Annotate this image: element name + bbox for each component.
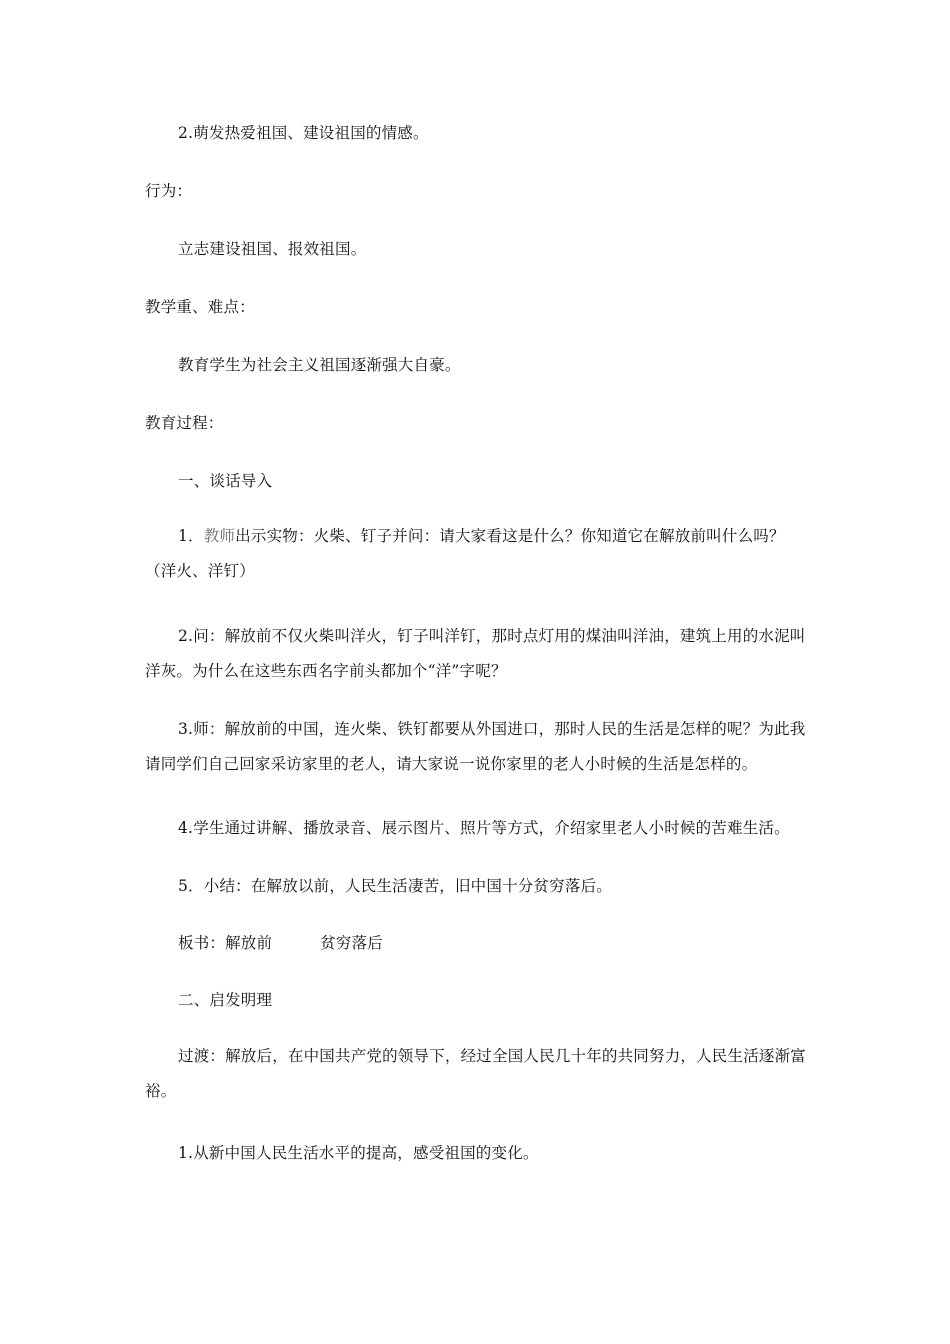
board-value: 贫穷落后 [320,934,384,952]
section-1-item-4: 4.学生通过讲解、播放录音、展示图片、照片等方式，介绍家里老人小时候的苦难生活。 [178,819,790,837]
heading-key-points: 教学重、难点： [145,298,255,316]
board-label: 板书：解放前 [178,934,273,952]
section-2-title: 二、启发明理 [178,991,273,1009]
section-1-item-1 [145,519,810,589]
section-1-item-3: 3.师：解放前的中国，连火柴、铁钉都要从外国进口，那时人民的生活是怎样的呢？为此我请同学们自己回家采访家里的老人，请大家说一说你家里的老人小时候的生活是怎样的。 [145,720,806,773]
section-1-item-2: 2.问：解放前不仅火柴叫洋火，钉子叫洋钉，那时点灯用的煤油叫洋油，建筑上用的水泥叫洋灰。为什么在这些东西名字前头都加个“洋”字呢？ [145,627,806,680]
heading-behavior: 行为： [145,182,193,200]
objective-2: 2.萌发热爱祖国、建设祖国的情感。 [178,124,429,142]
section-2-item-1: 1.从新中国人民生活水平的提高，感受祖国的变化。 [178,1144,539,1162]
section-1-item-5: 5．小结：在解放以前，人民生活凄苦，旧中国十分贫穷落后。 [178,877,612,895]
item-1-text: 出示实物：火柴、钉子并问：请大家看这是什么？你知道它在解放前叫什么吗？（洋火、洋钉） [145,527,785,580]
key-points-text: 教育学生为社会主义祖国逐渐强大自豪。 [178,356,461,374]
board-writing [178,926,810,960]
section-2-transition: 过渡：解放后，在中国共产党的领导下，经过全国人民几十年的共同努力，人民生活逐渐富裕。 [145,1047,807,1100]
behavior-text: 立志建设祖国、报效祖国。 [178,240,367,258]
heading-process: 教育过程： [145,414,224,432]
teacher-link-text: 教师 [203,527,236,545]
section-1-title: 一、谈话导入 [178,472,273,490]
item-1-number: 1． [178,527,204,545]
